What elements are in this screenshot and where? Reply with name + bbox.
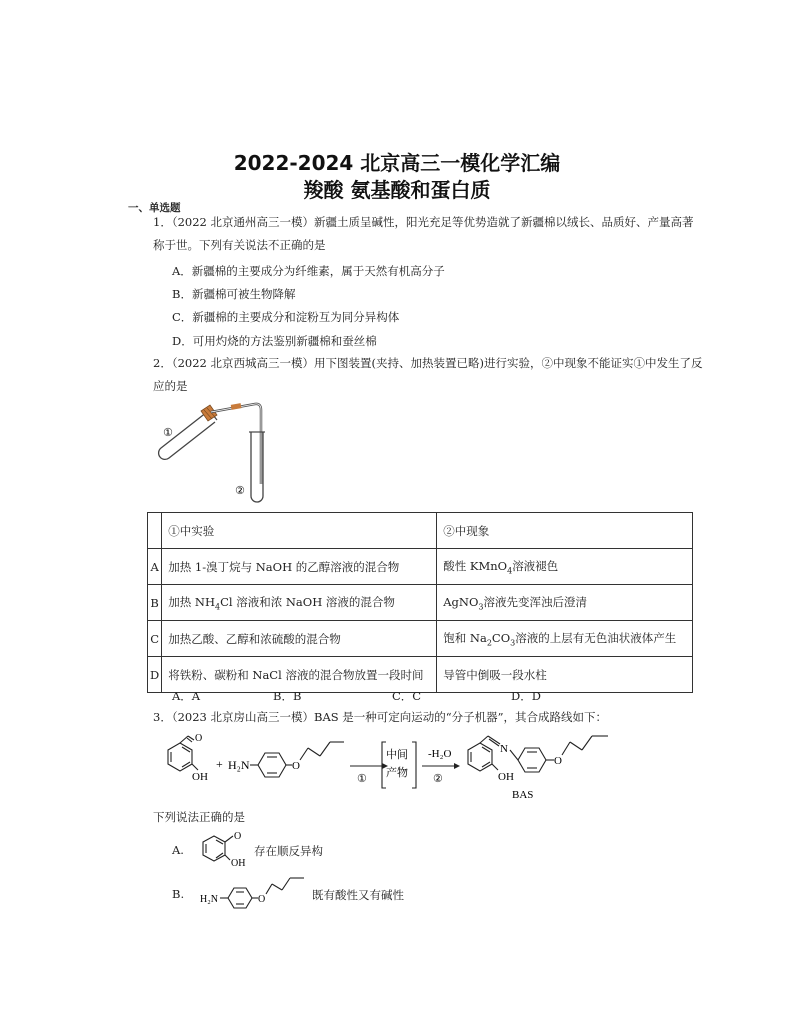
q2-stem-line2: 应的是 — [153, 379, 188, 393]
intermediate-line1: 中间 — [386, 749, 408, 761]
q1-option-c: C．新疆棉的主要成分和淀粉互为同分异构体 — [172, 310, 400, 324]
q1-stem-line2: 称于世。下列有关说法不正确的是 — [153, 238, 326, 252]
reaction-scheme — [150, 730, 620, 805]
row-observation: 导管中倒吸一段水柱 — [437, 657, 693, 693]
row-experiment: 将铁粉、碳粉和 NaCl 溶液的混合物放置一段时间 — [162, 657, 437, 693]
test-tube-2 — [249, 432, 265, 502]
bas-structure — [468, 736, 608, 772]
row-observation: 酸性 KMnO$_4$溶液褪色 — [437, 549, 693, 585]
table-row — [148, 585, 693, 621]
bas-name-label: BAS — [512, 789, 534, 801]
row-observation: 饱和 $Na_2CO_3$溶液的上层有无色油状液体产生 — [437, 621, 693, 657]
apparatus-diagram — [155, 398, 285, 508]
step2-label: ② — [433, 773, 443, 785]
section-heading: 一、单选题 — [128, 202, 181, 214]
q3-option-b-text: 既有酸性又有碱性 — [312, 888, 404, 902]
experiment-table — [147, 512, 693, 693]
q2-choice-a: A．A — [172, 689, 201, 703]
intermediate-line2: 产物 — [386, 767, 408, 779]
q3-option-a-label: A. — [172, 843, 184, 857]
q3-prompt: 下列说法正确的是 — [153, 810, 245, 824]
q2-choice-c: C．C — [392, 689, 422, 703]
stopper — [201, 405, 217, 421]
q3-option-a-text: 存在顺反异构 — [254, 844, 323, 858]
bas-hydroxyl-label: OH — [498, 771, 514, 783]
table-row — [148, 549, 693, 585]
hydroxyl-label: OH — [192, 771, 208, 783]
reaction-arrow-2-head — [454, 763, 460, 769]
bracket-right — [412, 742, 416, 788]
q3-option-b-label: B. — [172, 887, 185, 901]
row-experiment: 加热乙酸、乙醇和浓硫酸的混合物 — [162, 621, 437, 657]
small-amine-label: H₂N — [200, 894, 218, 905]
ether-o-label: O — [292, 760, 300, 772]
aldehyde-o-label: O — [195, 733, 203, 744]
q2-choice-d: D．D — [511, 689, 541, 703]
plus-sign: + — [216, 757, 223, 771]
row-observation: AgNO$_3$溶液先变浑浊后澄清 — [437, 585, 693, 621]
row-key: A — [148, 549, 162, 585]
apparatus-label-2: ② — [235, 484, 245, 497]
apparatus-label-1: ① — [163, 426, 173, 439]
svg-text:O: O — [234, 831, 242, 842]
q2-choice-b: B．B — [273, 689, 302, 703]
document-title: 2022-2024 北京高三一模化学汇编 — [233, 151, 561, 175]
q1-option-b: B．新疆棉可被生物降解 — [172, 287, 296, 301]
amine-small-structure — [198, 870, 310, 910]
table-header-key — [148, 513, 162, 549]
small-ether-o-label: O — [258, 894, 266, 905]
q1-stem-line1: 1．（2022 北京通州高三一模）新疆土质呈碱性，阳光充足等优势造就了新疆棉以绒长、品质好、产量高著 — [153, 215, 694, 229]
table-header-experiment: ①中实验 — [162, 513, 437, 549]
salicylaldehyde-structure — [168, 736, 198, 771]
row-key: B — [148, 585, 162, 621]
q2-stem-line1: 2．（2022 北京西城高三一模）用下图装置(夹持、加热装置已略)进行实验，②中现象不能证实①中发生了反 — [153, 356, 703, 370]
small-hydroxyl-label: OH — [231, 858, 246, 868]
salicylaldehyde-small-structure — [195, 828, 255, 868]
delivery-tube — [211, 403, 261, 484]
amine-label: H₂N — [228, 758, 250, 772]
q3-stem: 3．（2023 北京房山高三一模）BAS 是一种可定向运动的“分子机器”，其合成路线如下： — [153, 710, 608, 724]
table-row — [148, 621, 693, 657]
document-subtitle: 羧酸 氨基酸和蛋白质 — [303, 178, 491, 202]
dehydration-condition: -H₂O — [428, 748, 452, 760]
row-key: C — [148, 621, 162, 657]
row-experiment: 加热 1-溴丁烷与 NaOH 的乙醇溶液的混合物 — [162, 549, 437, 585]
table-header-observation: ②中现象 — [437, 513, 693, 549]
row-experiment: 加热 $NH_4Cl$ 溶液和浓 NaOH 溶液的混合物 — [162, 585, 437, 621]
step1-label: ① — [357, 773, 367, 785]
q1-option-a: A．新疆棉的主要成分为纤维素，属于天然有机高分子 — [172, 264, 445, 278]
row-key: D — [148, 657, 162, 693]
bas-ether-o-label: O — [554, 755, 562, 767]
table-header-row — [148, 513, 693, 549]
imine-n-label: N — [500, 743, 508, 755]
q1-option-d: D．可用灼烧的方法鉴别新疆棉和蚕丝棉 — [172, 334, 377, 348]
